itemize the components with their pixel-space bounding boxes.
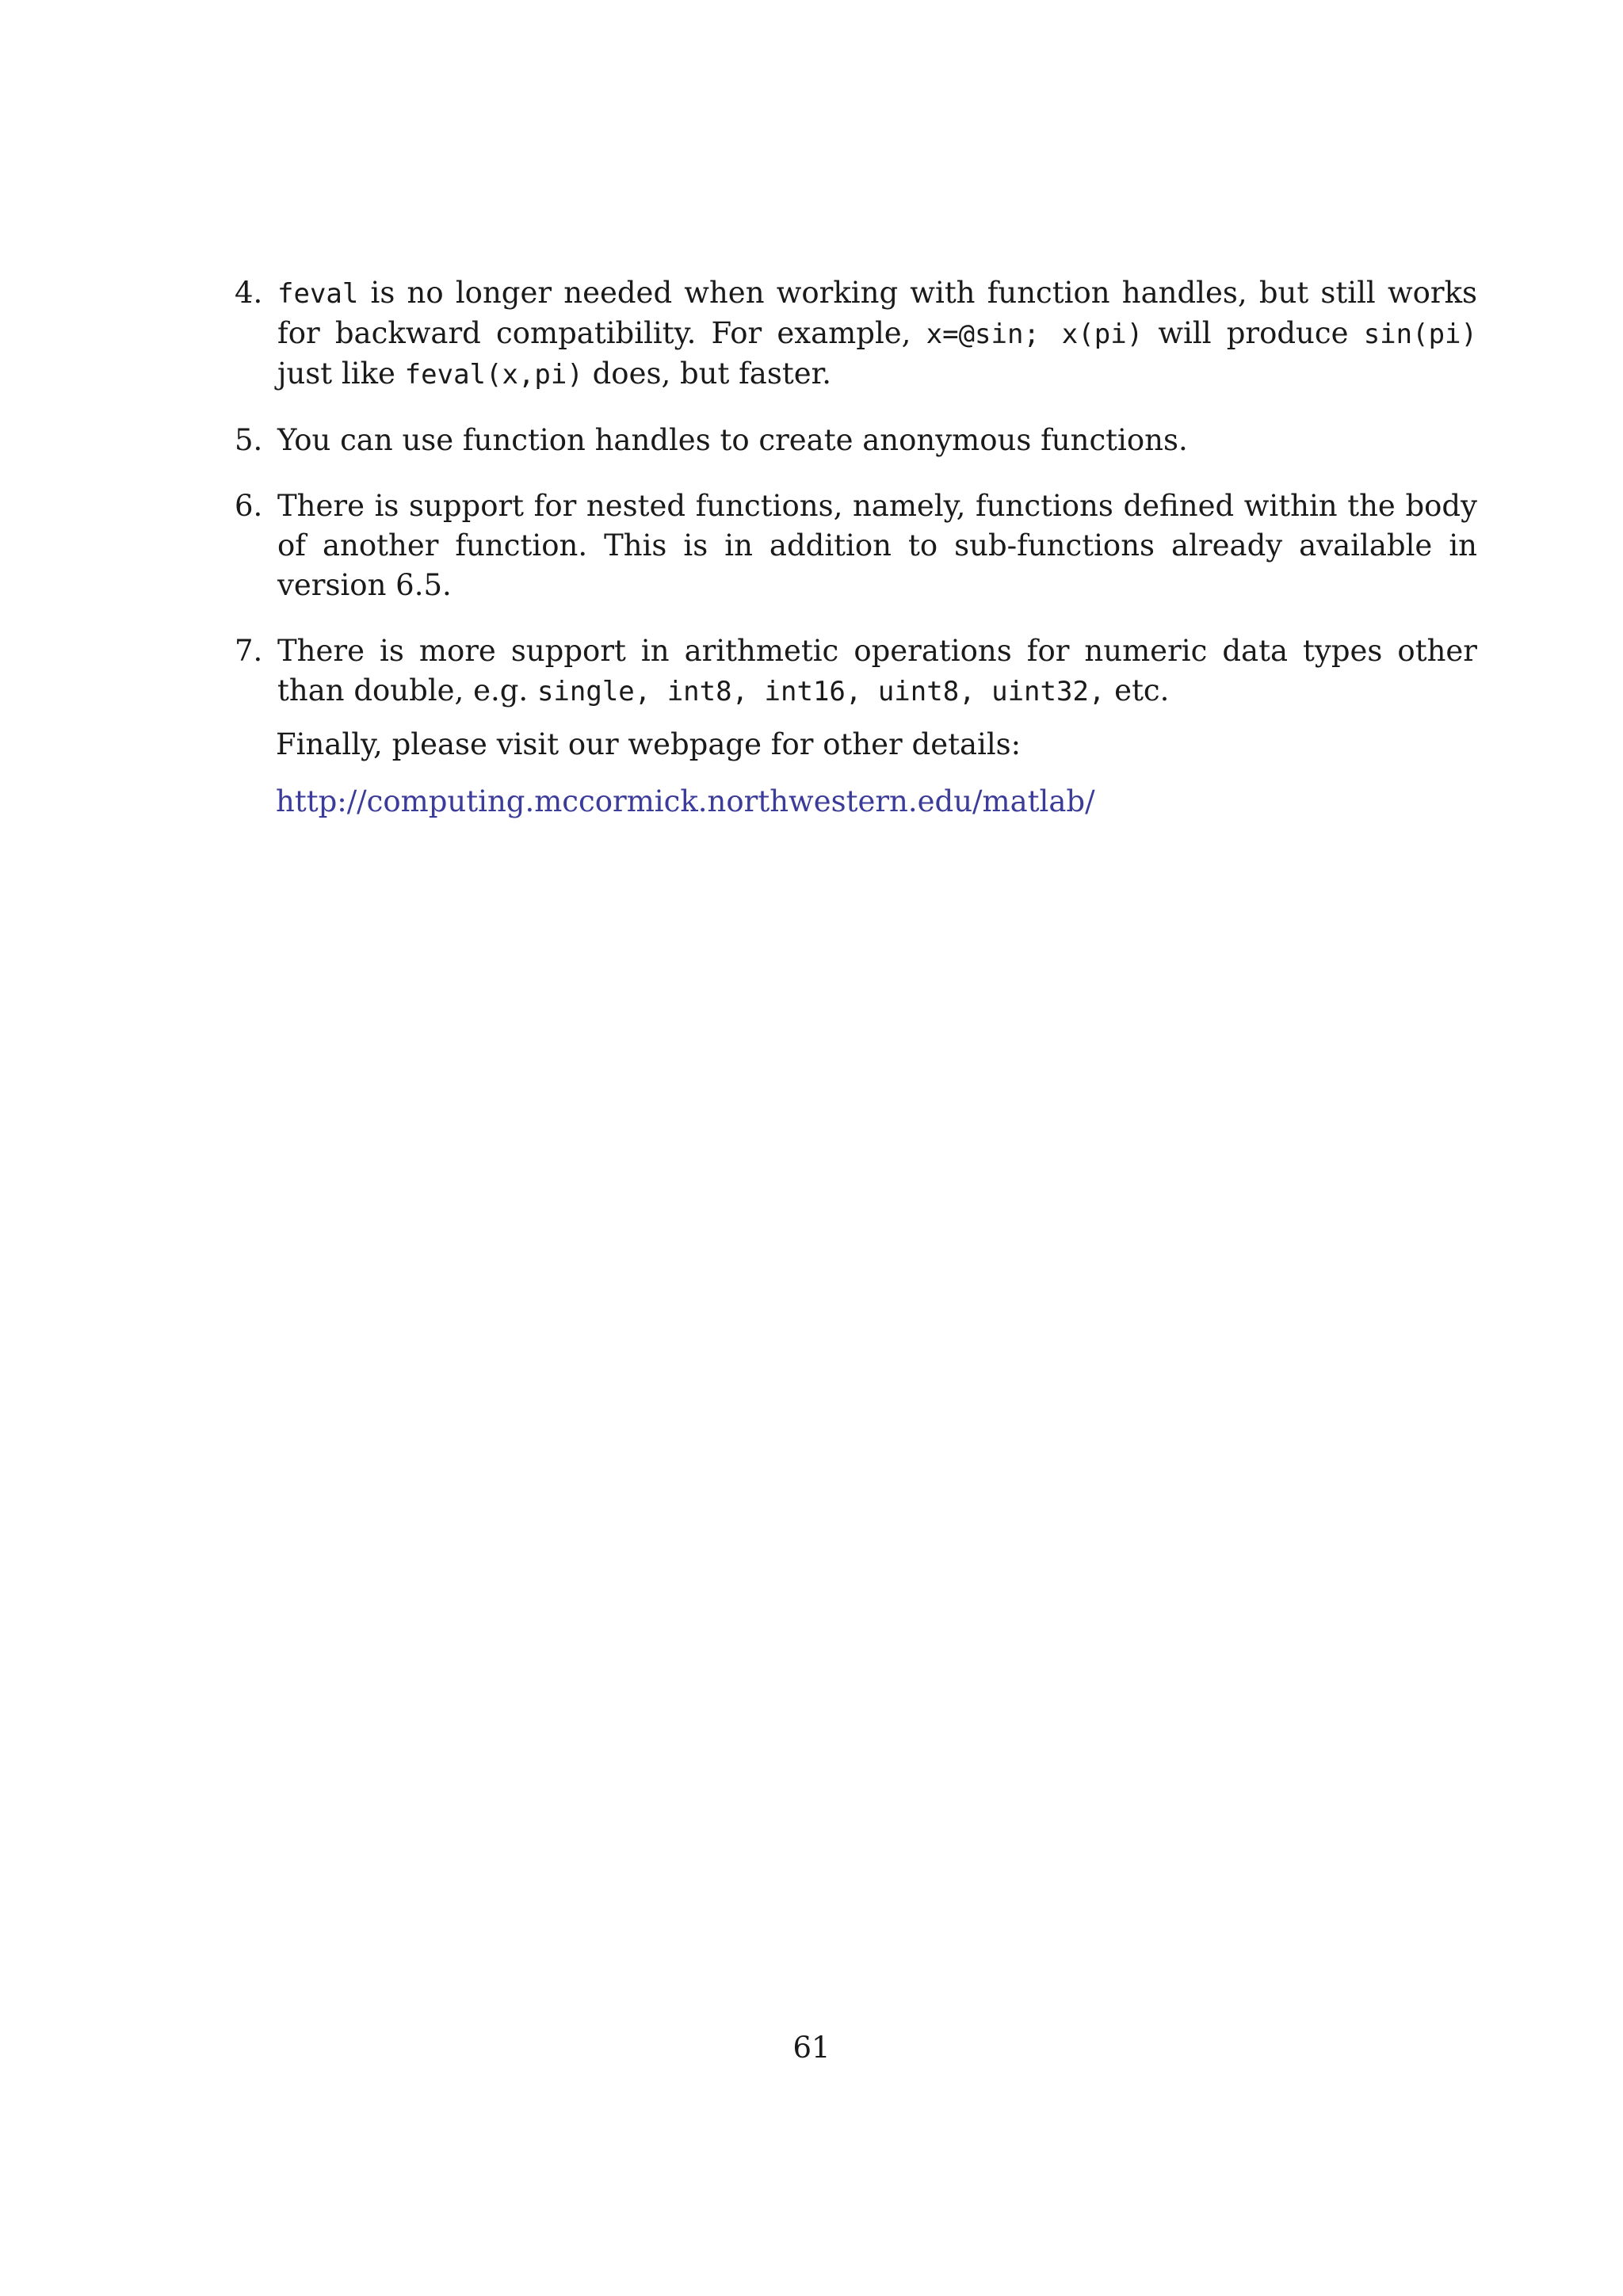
closing-text: Finally, please visit our webpage for other details: xyxy=(276,727,1022,761)
list-item xyxy=(235,486,1477,605)
webpage-link[interactable]: http://computing.mccormick.northwestern.edu/matlab/ xyxy=(276,784,1095,818)
list-item-number: 7. xyxy=(235,634,263,668)
list-item-number: 5. xyxy=(235,423,263,457)
list-item-number: 4. xyxy=(235,276,263,310)
list-item-number: 6. xyxy=(235,489,263,523)
text-fragment: just like xyxy=(277,357,405,391)
inline-code: single, int8, int16, uint8, uint32, xyxy=(537,676,1106,707)
list-item xyxy=(235,273,1477,395)
list-item-text: You can use function handles to create anonymous functions. xyxy=(277,423,1188,457)
feature-list xyxy=(235,273,1477,738)
closing-paragraph xyxy=(276,725,1465,822)
text-fragment: There is more support in arithmetic operations for numeric data types other than double, e.g. xyxy=(277,634,1477,707)
text-fragment: does, but faster. xyxy=(582,357,832,391)
text-fragment: is no longer needed when working with function handles, but still works for backward compatibility. For example, xyxy=(277,276,1477,350)
list-item xyxy=(235,631,1477,711)
text-fragment: will produce xyxy=(1143,316,1364,350)
inline-code: sin(pi) xyxy=(1363,318,1477,350)
list-item xyxy=(235,421,1477,460)
list-item-text xyxy=(277,276,1477,391)
inline-code: feval xyxy=(277,278,359,310)
list-item-text xyxy=(277,634,1477,707)
list-item-text: There is support for nested functions, namely, functions defined within the body of another function. This is in addition to sub-functions already available in version 6.5. xyxy=(277,489,1477,602)
text-fragment: etc. xyxy=(1105,673,1170,707)
inline-code: x=@sin; x(pi) xyxy=(926,318,1144,350)
inline-code: feval(x,pi) xyxy=(404,359,583,391)
page-number: 61 xyxy=(792,2031,831,2065)
